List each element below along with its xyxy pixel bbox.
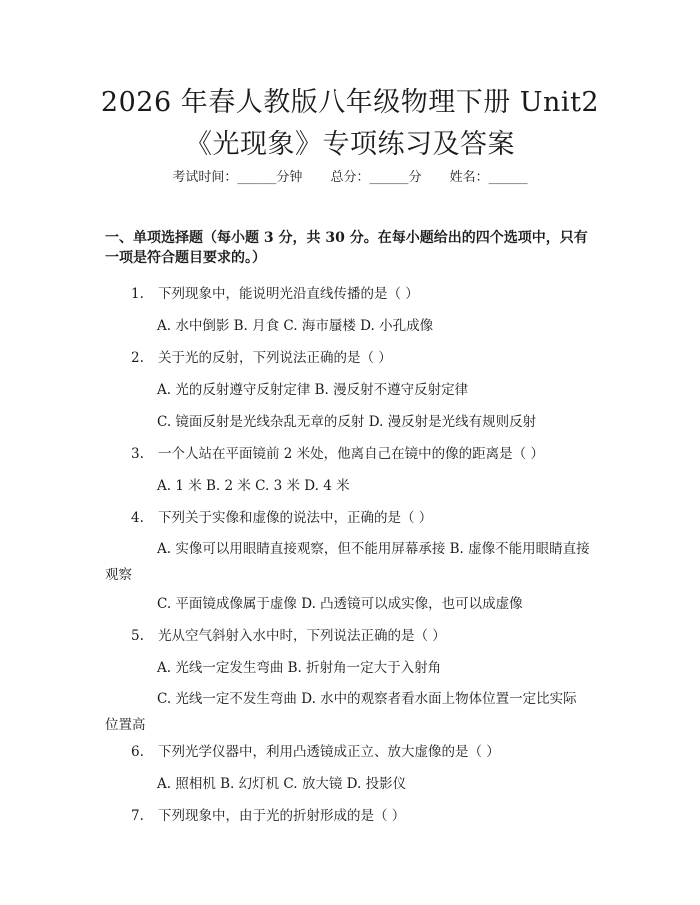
total-score-field: 总分：______分 [330, 170, 422, 185]
question-text: 光从空气斜射入水中时，下列说法正确的是（ ） [158, 628, 446, 644]
question-4 [131, 508, 601, 528]
question-6 [131, 742, 601, 762]
question-text: 下列现象中，能说明光沿直线传播的是（ ） [158, 286, 419, 302]
question-5-options-line-1: A. 光线一定发生弯曲 B. 折射角一定大于入射角 [157, 660, 442, 676]
question-5 [131, 626, 601, 646]
question-number: 7. [131, 808, 144, 824]
exam-meta [0, 168, 700, 188]
exam-time-field: 考试时间：______分钟 [172, 170, 303, 185]
question-1-options: A. 水中倒影 B. 月食 C. 海市蜃楼 D. 小孔成像 [157, 318, 434, 334]
question-6-options: A. 照相机 B. 幻灯机 C. 放大镜 D. 投影仪 [157, 776, 407, 792]
question-number: 5. [131, 628, 144, 644]
question-text: 下列关于实像和虚像的说法中，正确的是（ ） [158, 510, 433, 526]
question-text: 一个人站在平面镜前 2 米处，他离自己在镜中的像的距离是（ ） [158, 446, 544, 462]
student-name-field: 姓名：______ [449, 170, 528, 185]
question-2-options-line-2: C. 镜面反射是光线杂乱无章的反射 D. 漫反射是光线有规则反射 [157, 414, 537, 430]
section-heading: 一、单项选择题（每小题 3 分，共 30 分。在每小题给出的四个选项中，只有一项是符合题目要求的。） [105, 230, 588, 266]
question-4-options-line-2: C. 平面镜成像属于虚像 D. 凸透镜可以成实像，也可以成虚像 [157, 596, 523, 612]
page-title: 2026 年春人教版八年级物理下册 Unit2《光现象》专项练习及答案 [100, 87, 600, 160]
question-5-options-line-2: C. 光线一定不发生弯曲 D. 水中的观察者看水面上物体位置一定比实际位置高 [105, 691, 577, 733]
question-4-options-line-1: A. 实像可以用眼睛直接观察，但不能用屏幕承接 B. 虚像不能用眼睛直接观察 [105, 541, 590, 583]
question-3-options: A. 1 米 B. 2 米 C. 3 米 D. 4 米 [157, 478, 350, 494]
question-text: 下列现象中，由于光的折射形成的是（ ） [158, 808, 406, 824]
question-number: 1. [131, 286, 144, 302]
question-1 [131, 284, 601, 304]
question-3 [131, 444, 601, 464]
question-number: 6. [131, 744, 144, 760]
question-2-options-line-1: A. 光的反射遵守反射定律 B. 漫反射不遵守反射定律 [157, 382, 469, 398]
question-number: 3. [131, 446, 144, 462]
question-2 [131, 348, 601, 368]
question-number: 4. [131, 510, 144, 526]
question-text: 关于光的反射，下列说法正确的是（ ） [158, 350, 392, 366]
question-text: 下列光学仪器中，利用凸透镜成正立、放大虚像的是（ ） [158, 744, 500, 760]
question-number: 2. [131, 350, 144, 366]
question-7 [131, 806, 601, 826]
